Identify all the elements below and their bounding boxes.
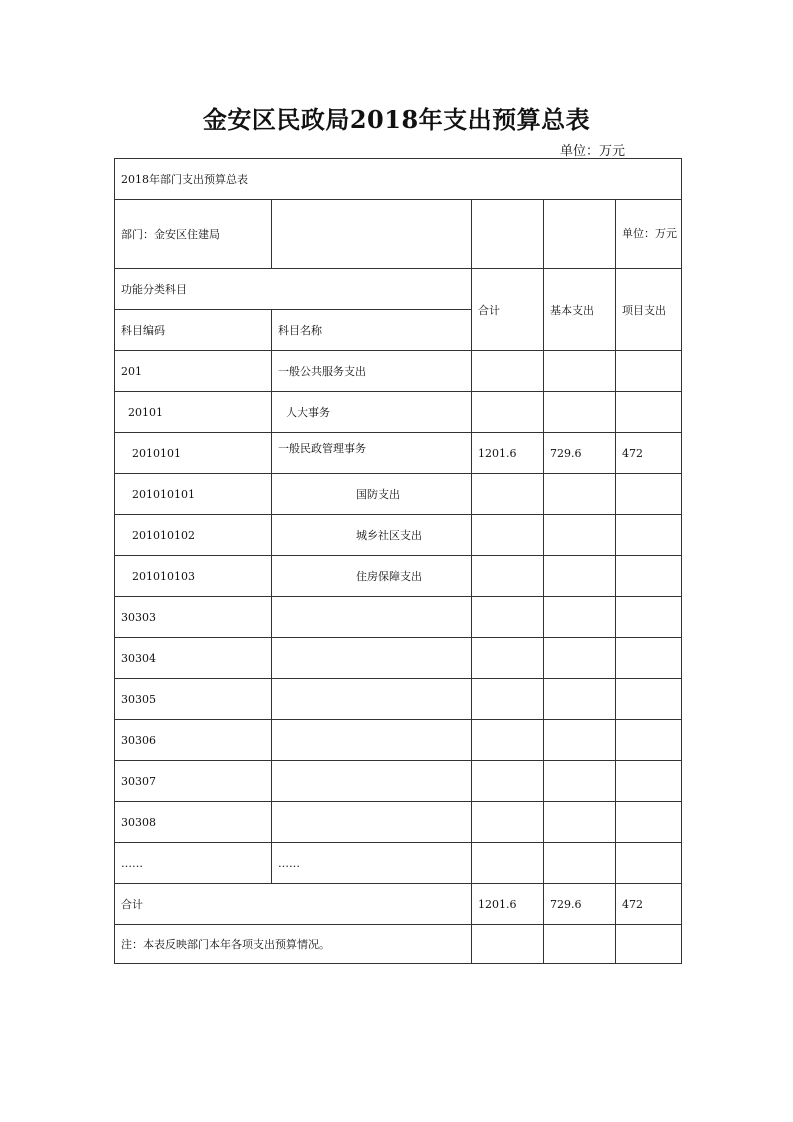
table-row	[115, 351, 682, 392]
caption-row	[115, 159, 682, 200]
header-basic: 基本支出	[544, 269, 616, 351]
header-name: 科目名称	[272, 310, 472, 351]
row-code: 30304	[115, 638, 272, 679]
row-code: 2010101	[115, 433, 272, 474]
page-title: 金安区民政局2018年支出预算总表	[202, 105, 591, 134]
header-project: 项目支出	[616, 269, 682, 351]
row-project: 472	[616, 433, 682, 474]
row-basic	[544, 802, 616, 843]
row-basic	[544, 515, 616, 556]
row-code: 30305	[115, 679, 272, 720]
note-row	[115, 925, 682, 964]
row-total	[472, 843, 544, 884]
row-name	[272, 638, 472, 679]
table-caption: 2018年部门支出预算总表	[115, 159, 682, 200]
row-project	[616, 597, 682, 638]
row-total	[472, 638, 544, 679]
unit-cell: 单位：万元	[616, 200, 682, 269]
row-name: ……	[272, 843, 472, 884]
row-basic	[544, 474, 616, 515]
row-name	[272, 679, 472, 720]
row-name: 住房保障支出	[272, 556, 472, 597]
row-basic	[544, 392, 616, 433]
table-row	[115, 679, 682, 720]
row-total	[472, 802, 544, 843]
row-total: 1201.6	[472, 433, 544, 474]
table-row	[115, 392, 682, 433]
row-basic	[544, 679, 616, 720]
row-total	[472, 597, 544, 638]
row-code: 201010101	[115, 474, 272, 515]
row-project	[616, 515, 682, 556]
row-total	[472, 720, 544, 761]
row-basic	[544, 638, 616, 679]
note-text: 注：本表反映部门本年各项支出预算情况。	[115, 925, 472, 964]
row-project	[616, 392, 682, 433]
table-row	[115, 843, 682, 884]
row-total	[472, 351, 544, 392]
table-row	[115, 515, 682, 556]
row-name	[272, 802, 472, 843]
row-name-text: 一般民政管理事务	[278, 442, 366, 455]
row-basic	[544, 351, 616, 392]
empty-cell	[472, 925, 544, 964]
row-name: 一般公共服务支出	[272, 351, 472, 392]
department-row	[115, 200, 682, 269]
row-project	[616, 474, 682, 515]
row-name: 国防支出	[272, 474, 472, 515]
table-row	[115, 433, 682, 474]
row-project	[616, 638, 682, 679]
row-total	[472, 761, 544, 802]
sum-project: 472	[616, 884, 682, 925]
row-project	[616, 802, 682, 843]
table-row	[115, 802, 682, 843]
header-row-1	[115, 269, 682, 310]
empty-cell	[472, 200, 544, 269]
row-project	[616, 843, 682, 884]
row-code: 201	[115, 351, 272, 392]
row-code: 30307	[115, 761, 272, 802]
row-project	[616, 679, 682, 720]
sum-label: 合计	[115, 884, 472, 925]
row-code: 201010103	[115, 556, 272, 597]
row-project	[616, 556, 682, 597]
row-total	[472, 474, 544, 515]
row-code: ……	[115, 843, 272, 884]
sum-total: 1201.6	[472, 884, 544, 925]
department-cell: 部门：金安区住建局	[115, 200, 272, 269]
row-basic: 729.6	[544, 433, 616, 474]
row-name: 人大事务	[272, 392, 472, 433]
table-row	[115, 474, 682, 515]
header-total: 合计	[472, 269, 544, 351]
row-name	[272, 761, 472, 802]
empty-cell	[544, 200, 616, 269]
header-group: 功能分类科目	[115, 269, 472, 310]
table-row	[115, 597, 682, 638]
table-row	[115, 761, 682, 802]
row-code: 201010102	[115, 515, 272, 556]
row-basic	[544, 556, 616, 597]
row-code: 20101	[115, 392, 272, 433]
row-name	[272, 597, 472, 638]
row-total	[472, 679, 544, 720]
table-row	[115, 556, 682, 597]
row-code: 30303	[115, 597, 272, 638]
sum-row	[115, 884, 682, 925]
row-name	[272, 433, 472, 474]
empty-cell	[616, 925, 682, 964]
budget-table	[114, 158, 682, 964]
row-name: 城乡社区支出	[272, 515, 472, 556]
table-row	[115, 720, 682, 761]
empty-cell	[272, 200, 472, 269]
header-code: 科目编码	[115, 310, 272, 351]
row-basic	[544, 720, 616, 761]
row-total	[472, 556, 544, 597]
empty-cell	[544, 925, 616, 964]
row-name	[272, 720, 472, 761]
row-basic	[544, 843, 616, 884]
sum-basic: 729.6	[544, 884, 616, 925]
row-project	[616, 761, 682, 802]
row-total	[472, 515, 544, 556]
row-project	[616, 720, 682, 761]
row-project	[616, 351, 682, 392]
row-total	[472, 392, 544, 433]
row-basic	[544, 597, 616, 638]
row-code: 30306	[115, 720, 272, 761]
table-row	[115, 638, 682, 679]
unit-label: 单位：万元	[560, 144, 626, 159]
row-code: 30308	[115, 802, 272, 843]
row-basic	[544, 761, 616, 802]
